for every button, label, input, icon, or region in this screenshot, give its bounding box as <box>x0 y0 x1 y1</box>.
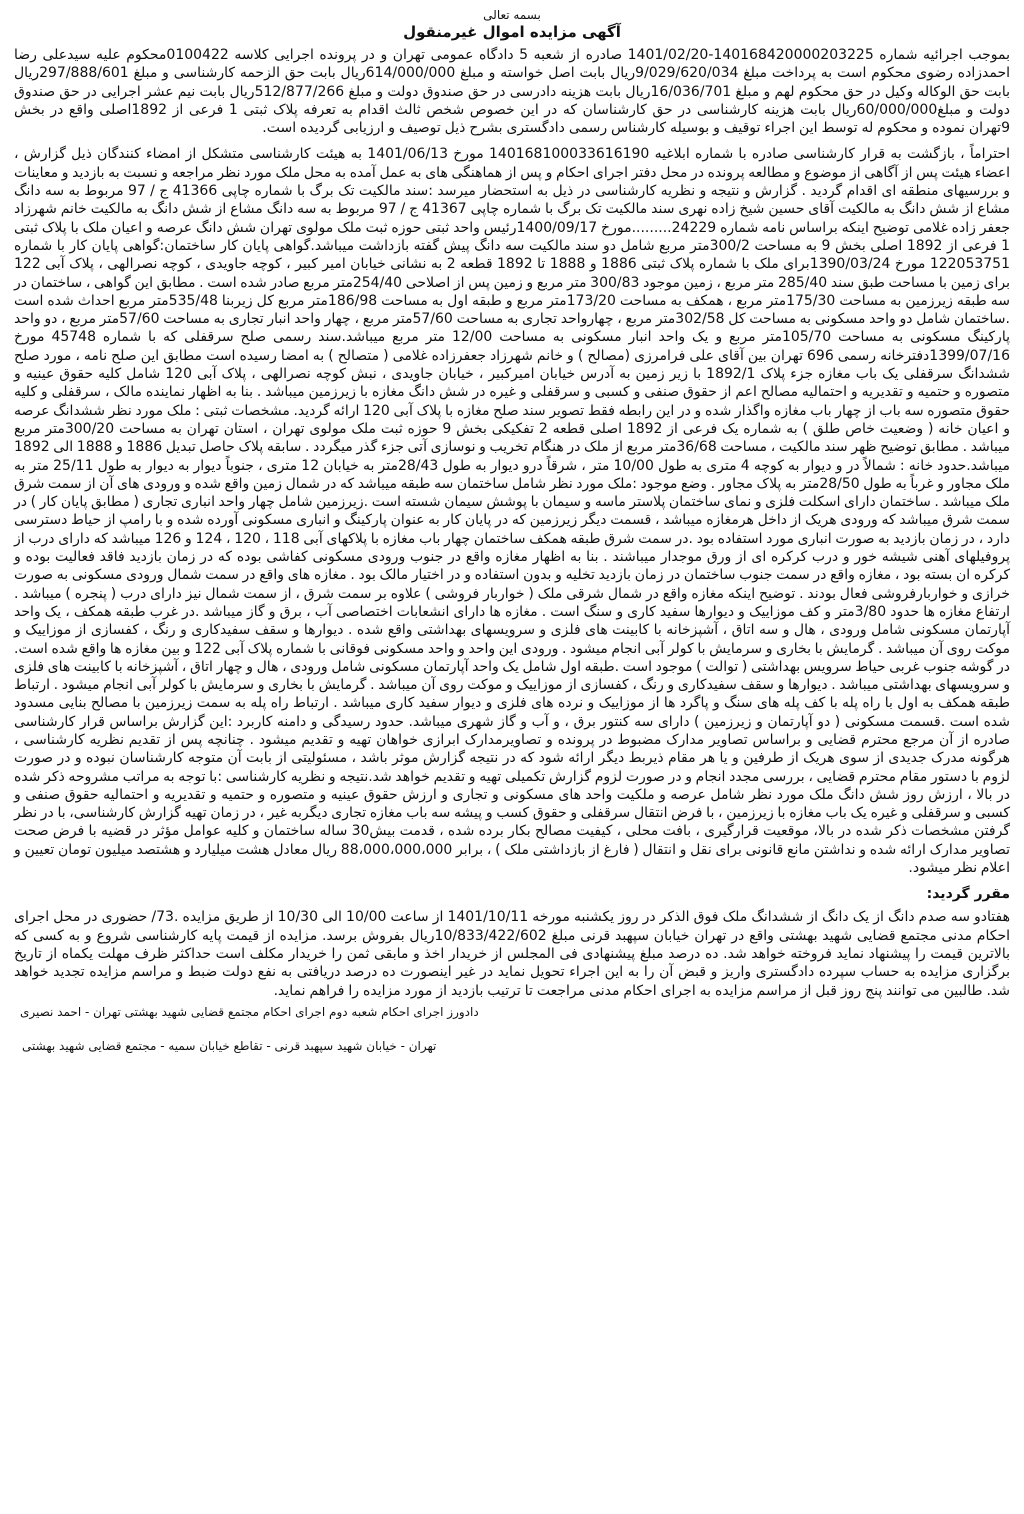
bismillah-text: بسمه تعالی <box>483 8 541 22</box>
paragraph-execution-order: بموجب اجرائیه شماره 140168420000203225-1401/02/20 صادره از شعبه 5 دادگاه عمومی تهران و در پرونده اجرایی کلاسه 0100422محکوم علیه سیدعلی رضا احمدزاده رضوی محکوم است به پرداخت مبلغ 9/029/620/034ریال بابت اصل خواسته و مبلغ 614/000/000ریال بابت حق الزحمه کارشناسی و مبلغ 297/888/601ریال بابت حق الوکاله وکیل در حق محکوم لهم و مبلغ 16/036/701ریال بابت هزینه دادرسی در حق صندوق دولت و مبلغ 512/877/266ریال بابت نیم عشر اجرایی در حق صندوق دولت و مبلغ60/000/000ریال بابت هزینه کارشناسی در حق کارشناسان که در این خصوص شخص ثالث اقدام به تعرفه پلاک ثبتی 1 فرعی از 1892اصلی واقع در بخش 9تهران نموده و محکوم له توسط این اجراء توقیف و بوسیله کارشناس رسمی دادگستری بشرح ذیل توصیف و ارزیابی گردیده است. <box>14 47 1010 137</box>
address-line: تهران - خیابان شهید سپهبد قرنی - تقاطع خیابان سمیه - مجتمع قضایی شهید بهشتی <box>22 1038 437 1053</box>
notice-header <box>14 8 1010 42</box>
paragraph-expert-report: احتراماً ، بازگشت به قرار کارشناسی صادره با شماره ابلاغیه 140168100033616190 مورخ 1401/06/13 به هیئت کارشناسی متشکل از امضاء کنندگان ذیل گزارش ، اعضاء هیئت پس از آگاهی از موضوع و مطالعه پرونده در محل دفتر اجرای احکام و پس از هماهنگی های به عمل آمده به محل ملک مورد نظر مراجعه و نسبت به بازدید و معاینات و بررسیهای منطقه ای اقدام گردید . گزارش و نتیجه و نظریه کارشناسی در ذیل به استحضار میرسد :سند مالکیت تک برگ با شماره چاپی 41366 ج / 97 مربوط به سه دانگ مشاع از شش دانگ به مالکیت آقای حسین شیخ زاده نهری سند مالکیت تک برگ با شماره چاپی 41367 ج / 97 مربوط به سه دانگ مشاع از شش دانگ به مالکیت خانم شهرزاد جعفر زاده غلامی توضیح اینکه براساس نامه شماره 24229.........مورخ 1400/09/17رئیس واحد ثبتی حوزه ثبت ملک مولوی تهران شش دانگ عرصه و اعیان ملک با پلاک ثبتی 1 فرعی از 1892 اصلی بخش 9 به مساحت 300/2متر مربع شامل دو سند مالکیت سه دانگ پیش گفته بازداشت میباشد.گواهی پایان کار ساختمان:گواهی پایان کار با شماره 122053751 مورخ 1390/03/24برای ملک با شماره پلاک ثبتی 1886 و 1888 تا 1892 قطعه 2 به نشانی خیابان امیر کبیر ، کوچه جاویدی ، کوچه نصرالهی ، پلاک آبی 122 برای زمین با مساحت طبق سند 285/40 متر مربع ، زمین موجود 300/83 متر مربع و زمین پس از اصلاحی 254/40متر مربع صادر شده است . مطابق این گواهی ، ساختمان در سه طبقه زیرزمین به مساحت 175/30متر مربع ، همکف به مساحت 173/20متر مربع و طبقه اول به مساحت 186/98متر مربع کل زیربنا 535/48متر مربع احداث شده است .ساختمان شامل دو واحد مسکونی به مساحت کل 302/58متر مربع ، چهارواحد تجاری به مساحت 57/60متر مربع ، چهار واحد انبار تجاری به مساحت 57/60متر مربع ، دو واحد پارکینگ مسکونی به مساحت 105/70متر مربع و یک واحد انبار مسکونی به مساحت 12/00 متر مربع میباشد.سند رسمی صلح سرقفلی که با شماره 45748 مورخ 1399/07/16دفترخانه رسمی 696 تهران بین آقای علی فرامرزی (مصالح ) و خانم شهرزاد جعفرزاده غلامی ( متصالح ) به امضا رسیده است مطابق این صلح نامه ، مورد صلح ششدانگ سرقفلی یک باب مغازه جزء پلاک 1892/1 با زیر زمین به آدرس خیابان امیرکبیر ، خیابان جاویدی ، نبش کوچه نصرالهی ، پلاک آبی 120 شامل کلیه حقوق عینیه و متصوره و حتمیه و تقدیریه و احتمالیه مصالح اعم از حقوق صنفی و کسبی و سرقفلی و غیره در شش دانگ مغازه با زیرزمین میباشد . بنا به اظهار نماینده مالک ، سرقفلی و کلیه حقوق متصوره سه باب از چهار باب مغازه واگذار شده و در این رابطه فقط تصویر سند صلح مغازه با پلاک آبی 120 ارائه گردید. مشخصات ثبتی : ملک مورد نظر ششدانگ عرصه و اعیان خانه ( وضعیت خاص طلق ) به شماره یک فرعی از 1892 اصلی قطعه 2 تفکیکی بخش 9 حوزه ثبت ملک مولوی تهران ، استان تهران به مساحت 300/20متر مربع میباشد . مطابق توضیح ظهر سند مالکیت ، مساحت 36/68متر مربع از ملک در هنگام تخریب و نوسازی آتی جزء گذر میگردد . سابقه پلاک حاصل تبدیل 1886 و 1888 الی 1892 میباشد.حدود خانه : شمالاً در و دیوار به کوچه 4 متری به طول 10/00 متر ، شرقاً درو دیوار به طول 28/43متر به خیابان 12 متری ، جنوباً دیوار به دیوار به طول 25/11 متر به ملک مجاور و غرباً به طول 28/50متر به پلاک مجاور . وضع موجود :ملک مورد نظر شامل ساختمان سه طبقه میباشد که در شمال زمین واقع شده و ورودی های آن از سمت شرق ملک میباشد . ساختمان دارای اسکلت فلزی و نمای ساختمان پلاستر ماسه و سیمان با پوشش سیمان شسته است .زیرزمین شامل چهار واحد انباری تجاری ( مطابق پایان کار ) در سمت شرق میباشد که ورودی هریک از داخل هرمغازه میباشد ، قسمت دیگر زیرزمین که در پایان کار به عنوان پارکینگ و انباری مسکونی آورده شده و با رامپ از حیاط دسترسی دارد ، در زمان بازدید به صورت انباری مورد استفاده بود .در سمت شرق طبقه همکف ساختمان چهار باب مغازه با پلاکهای آبی 118 ، 120 ، 124 و 126 میباشد که دارای درب از پروفیلهای آهنی شیشه خور و درب کرکره ای از ورق موجدار میباشند . بنا به اظهار مغازه واقع در جنوب ورودی مسکونی کفاشی بوده که در زمان بازدید فاقد فعالیت بوده و کرکره ان بسته بود ، مغازه واقع در سمت جنوب ساختمان در زمان بازدید تخلیه و بدون استفاده و در اختیار مالک بود . مغازه های واقع در سمت شمال ورودی مسکونی به صورت خرازی و خواربارفروشی فعال بودند . توضیح اینکه مغازه واقع در شمال شرقی ملک ( خواربار فروشی ) علاوه بر سمت شرق ، از سمت شمال نیز دارای درب ( پنجره ) میباشد . ارتفاع مغازه ها حدود 3/80متر و کف موزاییک و دیوارها سفید کاری و سنگ است . مغازه ها دارای انشعابات اختصاصی آب ، برق و گاز میباشد .در غرب طبقه همکف ، یک واحد آپارتمان مسکونی شامل ورودی ، هال و سه اتاق ، آشپزخانه با کابینت های فلزی و سرویسهای بهداشتی واقع شده . دیوارها و سقف سفیدکاری و رنگ ، کفسازی از موزاییک و موکت روی آن میباشد . گرمایش با بخاری و سرمایش با کولر آبی انجام میشود . ورودی این واحد و واحد مسکونی فوقانی با شماره پلاک آبی 122 و بین مغازه ها واقع شده است. در گوشه جنوب غربی حیاط سرویس بهداشتی ( توالت ) موجود است .طبقه اول شامل یک واحد آپارتمان مسکونی شامل ورودی ، هال و چهار اتاق ، آشپزخانه با کابینت های فلزی و سرویسهای بهداشتی میباشد . دیوارها و سقف سفیدکاری و رنگ ، کفسازی از موزاییک و موکت روی آن میباشد . گرمایش با بخاری و سرمایش با کولر آبی انجام میشود . ارتباط طبقه همکف به اول با راه پله با کف پله های سنگ و پاگرد ها از موزاییک و نرده های فلزی و دیوار سفید کاری میباشد . ارتباط راه پله به سمت زیرزمین با مصالح بنایی مسدود شده است .قسمت مسکونی ( دو آپارتمان و زیرزمین ) دارای سه کنتور برق ، و آب و گاز شهری میباشد. حدود رسیدگی و دامنه کاربرد :این گزارش براساس قرار کارشناسی صادره از آن مرجع محترم قضایی و براساس تصاویر مدارک مضبوط در پرونده و تصاویرمدارک ابرازی خواهان تهیه و تقدیم میشود . چنانچه پس از تقدیم نظریه کارشناسی ، هرگونه مدرک جدیدی از سوی هریک از طرفین و یا هر مقام ذیربط دیگر ارائه شود که در نتیجه گزارش موثر باشد ، مسئولیتی از بابت آن متوجه کارشناسان نبوده و در صورت لزوم با دستور مقام محترم قضایی ، بررسی مجدد انجام و در صورت لزوم گزارش تکمیلی تهیه و تقدیم خواهد شد.نتیجه و نظریه کارشناسی :با توجه به مراتب مشروحه ذکر شده در بالا ، ارزش روز شش دانگ ملک مورد نظر شامل عرصه و ملکیت واحد های مسکونی و تجاری و ارزش حقوق عینیه و متصوره و حتمیه و تقدیریه و احتمالیه حقوق صنفی و کسبی و سرقفلی و غیره یک باب مغازه با زیرزمین ، با فرض انتقال سرقفلی و حقوق کسب و پیشه سه باب مغازه تجاری دیگربه غیر ، در زمان تهیه گزارش کارشناسی، با در نظر گرفتن مشخصات ذکر شده در بالا، موقعیت قرارگیری ، بافت محلی ، کیفیت مصالح بکار برده شده ، قدمت بیش30 ساله ساختمان و کلیه عوامل مؤثر در قضیه با فرض صحت تصاویر مدارک ارائه شده و نداشتن مانع قانونی برای نقل و انتقال ( فارغ از بازداشتی ملک ) ، برابر 88،000،000،000 ریال معادل هشت میلیارد و هشتصد میلیون تومان تعیین و اعلام نظر میشود. <box>14 146 1011 877</box>
notice-title: آگهی مزایده اموال غیرمنقول <box>403 23 621 41</box>
decision-heading: مقرر گردید: <box>926 886 1010 903</box>
paragraph-auction-terms: هفتادو سه صدم دانگ از یک دانگ از ششدانگ ملک فوق الذکر در روز یکشنبه مورخه 1401/10/11 از ساعت 10/00 الی 10/30 از طریق مزایده .73/ حضوری در محل اجرای احکام مدنی مجتمع قضایی شهید بهشتی واقع در تهران خیابان سپهبد قرنی مبلغ 10/833/422/602ریال بفروش برسد. مزایده از قیمت پایه کارشناسی شروع و به کسی که بالاترین قیمت را پیشنهاد نماید فروخته خواهد شد. ده درصد مبلغ پیشنهادی فی المجلس از خریدار اخذ و مابقی ثمن را خریدار مکلف است حداکثر ظرف مهلت یکماه از تاریخ برگزاری مزایده به حساب سپرده دادگستری واریز و قبض آن را به این اجراء تحویل نماید در غیر اینصورت ده درصد دریافتی به نفع دولت ضبط و مراسم مزایده تجدید خواهد شد. طالبین می توانند پنج روز قبل از مراسم مزایده به اجرای احکام مدنی مراجعت تا ترتیب بازدید از مورد مزایده را فراهم نماید. <box>14 909 1010 999</box>
signature-line: دادورز اجرای احکام شعبه دوم اجرای احکام مجتمع قضایی شهید بهشتی تهران - احمد نصیری <box>20 1004 479 1019</box>
